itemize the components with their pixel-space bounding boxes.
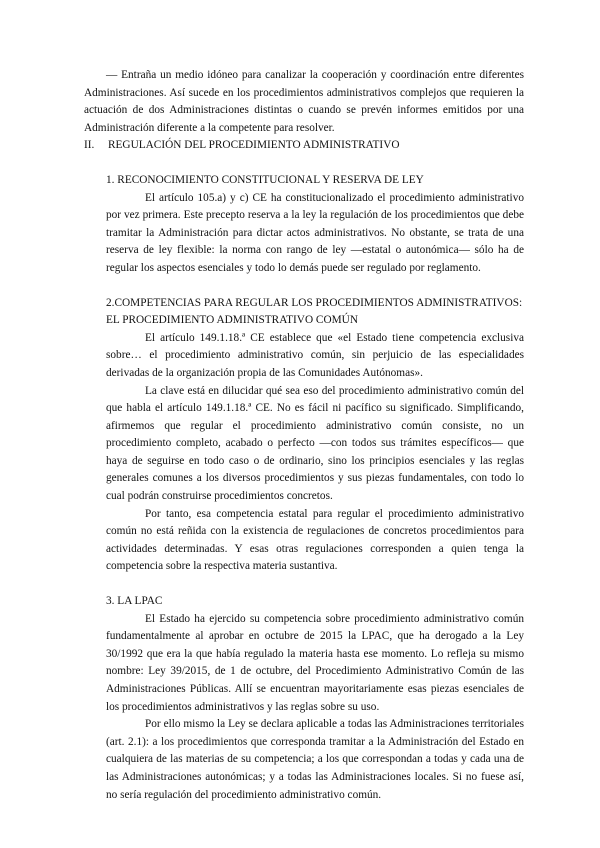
intro-paragraph: — Entraña un medio idóneo para canalizar la cooperación y coordinación entre diferentes Administraciones. Así sucede en los procedimientos administrativos complejos que requieren la actuación de dos Administraciones distintas o cuando se prevén informes emitidos por una Administración diferente a la competente para resolver.: [84, 69, 524, 134]
subsection-body-1: [84, 190, 524, 278]
subsection-3-paragraph-2: Por ello mismo la Ley se declara aplicable a todas las Administraciones territoriales (art. 2.1): a los procedimientos que corresponda tramitar a la Administración del Estado en cualquiera de las materias de su competencia; a los que correspondan a todas y cada una de las Administraciones autonómicas; y a todas las Administraciones locales. Si no fuese así, no sería regulación del procedimiento administrativo común.: [106, 718, 524, 801]
section-heading: [84, 137, 524, 155]
subsection-2-paragraph-3: Por tanto, esa competencia estatal para regular el procedimiento administrativo común no está reñida con la existencia de regulaciones de concretos procedimientos para actividades determinadas. Y esas otras regulaciones corresponden a quien tenga la competencia sobre la respectiva materia sustantiva.: [106, 507, 524, 573]
subsection-heading-1: 1. RECONOCIMIENTO CONSTITUCIONAL Y RESERVA DE LEY: [106, 173, 424, 186]
subsection-1-paragraph-1: El artículo 105.a) y c) CE ha constitucionalizado el procedimiento administrativo por vez primera. Este precepto reserva a la ley la regulación de los procedimientos que debe tramitar la Administración para dictar actos administrativos. No obstante, se trata de una reserva de ley flexible: la norma con rango de ley —estatal o autonómica— sólo ha de regular los aspectos esenciales y todo lo demás puede ser regulado por reglamento.: [106, 191, 524, 274]
subsection-heading-3: 3. LA LPAC: [106, 595, 163, 608]
subsection-2-paragraph-1: El artículo 149.1.18.ª CE establece que «el Estado tiene competencia exclusiva sobre… el procedimiento administrativo común, sin perjuicio de las especialidades derivadas de la organización propia de las Comunidades Autónomas».: [106, 331, 524, 379]
subsection-body-3: [84, 611, 524, 805]
subsection-2-paragraph-2: La clave está en dilucidar qué sea eso del procedimiento administrativo común del que habla el artículo 149.1.18.ª CE. No es fácil ni pacífico su significado. Simplificando, afirmemos que regular el procedimiento administrativo común consiste, no un procedimiento completo, acabado o perfecto —con todos sus trámites específicos— que haya de seguirse en todo caso o de ordinario, sino los principios esenciales y las reglas generales comunes a los diversos procedimientos y sus piezas fundamentales, con todo lo cual podrán construirse procedimientos concretos.: [106, 384, 524, 503]
subsection-3-paragraph-1: El Estado ha ejercido su competencia sobre procedimiento administrativo común fundamentalmente al aprobar en octubre de 2015 la LPAC, que ha derogado a la Ley 30/1992 que era la que había regulado la materia hasta ese momento. Lo refleja su mismo nombre: Ley 39/2015, de 1 de octubre, del Procedimiento Administrativo Común de las Administraciones Públicas. Allí se encuentran mayoritariamente esas piezas esenciales de los procedimientos administrativos y las reglas sobre su uso.: [106, 612, 524, 713]
section-number: II.: [84, 139, 95, 152]
subsection-heading-2: 2.COMPETENCIAS PARA REGULAR LOS PROCEDIMIENTOS ADMINISTRATIVOS: EL PROCEDIMIENTO ADMINISTRATIVO COMÚN: [106, 296, 523, 327]
document-page: [84, 67, 524, 804]
subsection-body-2: [84, 330, 524, 576]
section-title: REGULACIÓN DEL PROCEDIMIENTO ADMINISTRATIVO: [108, 139, 400, 152]
